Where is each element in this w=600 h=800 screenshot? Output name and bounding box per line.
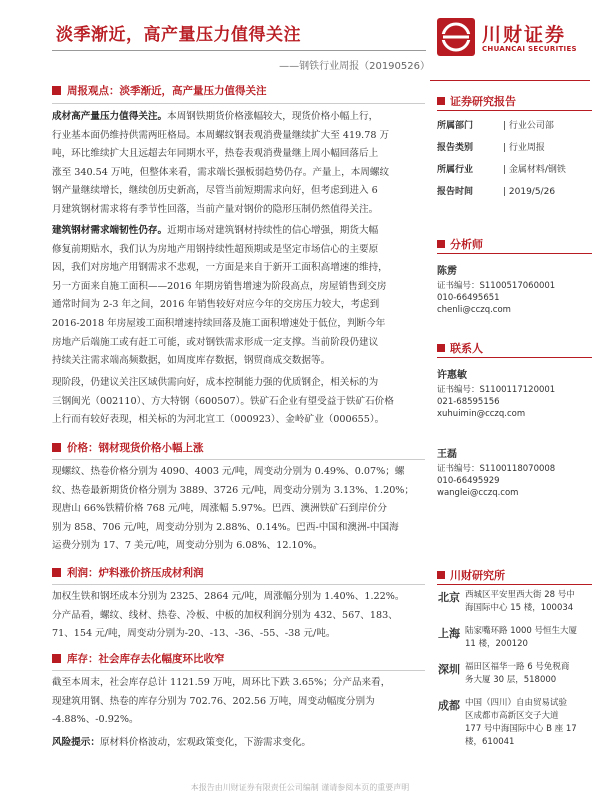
paragraph-inventory: 截至本周末，社会库存总计 1121.59 万吨，周环比下跌 3.65%；分产品来看， 现建筑用钢、热卷的库存分别为 702.76、202.56 万吨，周变动幅度分别为 -4.88%、-0.92%。 — [52, 677, 391, 726]
logo-rule — [430, 80, 590, 81]
office-city: 深圳 — [438, 663, 460, 676]
report-subtitle: ——钢铁行业周报（20190526） — [279, 61, 430, 72]
info-row: 所属行业 | 金属材料/钢铁 — [437, 165, 566, 175]
sidebar-rule — [437, 584, 592, 585]
contact-cert: 证书编号：S1100118070008 — [437, 464, 556, 474]
section-rule — [52, 670, 425, 671]
office-beijing: 北京 西城区平安里西大街 28 号中 海国际中心 15 楼，100034 — [437, 588, 592, 616]
sidebar-contact-header: 联系人 — [437, 340, 592, 356]
risk-warning: 风险提示：原材料价格波动，宏观政策变化，下游需求变化。 — [52, 737, 312, 748]
contact-cert: 证书编号：S1100117120001 — [437, 385, 556, 395]
contact-name: 许惠敏 — [437, 370, 467, 381]
company-name-en: CHUANCAI SECURITIES — [482, 45, 577, 53]
office-city: 北京 — [438, 591, 460, 604]
square-bullet-icon — [437, 571, 445, 579]
company-logo-icon — [437, 18, 475, 56]
sidebar-rule — [437, 110, 592, 111]
header-rule — [52, 50, 426, 51]
contact-name: 王磊 — [437, 449, 457, 460]
section-inventory: 库存：社会库存去化幅度环比收窄 — [52, 651, 425, 666]
contact-card — [437, 366, 592, 420]
sidebar-rule — [437, 357, 592, 358]
office-shenzhen: 深圳 福田区福华一路 6 号免税商 务大厦 30 层，518000 — [437, 660, 592, 688]
contact-email[interactable]: wanglei@cczq.com — [437, 488, 519, 498]
analyst-card — [437, 262, 592, 316]
office-chengdu: 成都 中国（四川）自由贸易试验 区成都市高新区交子大道 177 号中海国际中心 B 座 17 楼，610041 — [437, 696, 592, 750]
analyst-name: 陈雳 — [437, 266, 457, 277]
paragraph-demand-resilience: 建筑钢材需求端韧性仍存。近期市场对建筑钢材持续性的信心增强，期货大幅 修复前期贴水，我们认为房地产用钢持续性超预期或是坚定市场信心的主要原 因，我们对房地产用钢需求不悲观，一方面是来自于新开工面积高增速的维持， 另一方面来自施工面积——2016 年期房销售增速为阶段高点，房屋销售到交房 通常时间为 2-3 年之间，2016 年销售较好对应今年的交房压力较大，考虑到 2016-2018 年房屋竣工面积增速持续回落及施工面积增速处于低位，判断今年 房地产后端施工或有赶工可能，或对钢铁需求形成一定支撑。当前阶段仍建议 持续关注需求端高频数据，如周度库存数据，钢贸商成交数据等。 — [52, 225, 388, 367]
section-rule — [52, 103, 425, 104]
contact-email[interactable]: xuhuimin@cczq.com — [437, 409, 526, 419]
paragraph-profit: 加权生铁和钢坯成本分别为 2325、2864 元/吨，周涨幅分别为 1.40%、1.22%。 分产品看，螺纹、线材、热卷、冷板、中板的加权利润分别为 432、567、183、 71、154 元/吨，周变动分别为-20、-13、-36、-55、-38 元/吨。 — [52, 591, 405, 640]
section-bullet-icon — [52, 568, 61, 577]
paragraph-price: 现螺纹、热卷价格分别为 4090、4003 元/吨，周变动分别为 0.49%、0.07%；螺 纹、热卷最新期货价格分别为 3889、3726 元/吨，周变动分别为 3.13%、1.20%； 现唐山 66%铁精价格 768 元/吨，周涨幅 5.97%。巴西、澳洲铁矿石到岸价分 别为 858、706 元/吨，周变动分别为 2.88%、0.14%。巴西-中国和澳洲-中国海 运费分别为 17、7 美元/吨，周变动分别为 6.08%、12.10%。 — [52, 466, 415, 552]
paragraph-recommendations: 现阶段，仍建议关注区域供需向好，成本控制能力强的优质钢企，相关标的为 三钢闽光（002110）、方大特钢（600507）。铁矿石企业有望受益于铁矿石价格 上行而有较好表现，相关标的为河北宣工（000923）、金岭矿业（000655）。 — [52, 377, 394, 426]
square-bullet-icon — [437, 240, 445, 248]
risk-label: 风险提示： — [52, 737, 100, 748]
office-shanghai: 上海 陆家嘴环路 1000 号恒生大厦 11 楼，200120 — [437, 624, 592, 652]
section-weekly-view: 周报观点：淡季渐近，高产量压力值得关注 — [52, 83, 425, 98]
contact-phone: 010-66495929 — [437, 476, 500, 486]
company-name: 川财证券 — [482, 24, 567, 46]
paragraph-lead: 成材高产量压力值得关注。 — [52, 111, 168, 122]
report-title: 淡季渐近，高产量压力值得关注 — [56, 25, 301, 45]
section-rule — [52, 459, 425, 460]
sidebar-institute-header: 川财研究所 — [437, 567, 592, 583]
section-bullet-icon — [52, 86, 61, 95]
info-row: 所属部门 | 行业公司部 — [437, 121, 554, 131]
sidebar-analyst-header: 分析师 — [437, 236, 592, 252]
analyst-cert: 证书编号：S1100517060001 — [437, 281, 556, 291]
paragraph-output-pressure: 成材高产量压力值得关注。本周钢铁期货价格涨幅较大，现货价格小幅上行， 行业基本面仍维持供需两旺格局。本周螺纹钢表观消费量继续扩大至 419.78 万 吨，环比维续扩大且远超去年同期水平，热卷表观消费量继上周小幅回落后上 涨至 340.54 万吨，但整体来看，需求端长强板弱趋势仍存。产量上，本周螺纹 钢产量继续增长，继续创历史新高，尽管当前短期需求向好，但考虑到进入 6 月建筑钢材需求将有季节性回落，当前产量对钢价的隐形压制仍然值得关注。 — [52, 111, 390, 215]
square-bullet-icon — [437, 97, 445, 105]
info-row: 报告时间 | 2019/5/26 — [437, 187, 556, 197]
contact-phone: 021-68595156 — [437, 397, 500, 407]
office-city: 上海 — [438, 627, 460, 640]
section-price: 价格：钢材现货价格小幅上涨 — [52, 440, 425, 455]
office-city: 成都 — [438, 699, 460, 712]
analyst-email[interactable]: chenli@cczq.com — [437, 305, 511, 315]
page-footer: 本报告由川财证券有限责任公司编制 谨请参阅本页的重要声明 — [190, 783, 410, 792]
section-bullet-icon — [52, 654, 61, 663]
section-rule — [52, 584, 425, 585]
sidebar-report-header: 证券研究报告 — [437, 93, 592, 109]
section-profit: 利润：炉料涨价挤压成材利润 — [52, 565, 425, 580]
analyst-phone: 010-66495651 — [437, 293, 500, 303]
paragraph-lead: 建筑钢材需求端韧性仍存。 — [52, 225, 168, 236]
contact-card — [437, 445, 592, 499]
square-bullet-icon — [437, 344, 445, 352]
section-bullet-icon — [52, 443, 61, 452]
info-row: 报告类别 | 行业周报 — [437, 143, 545, 153]
sidebar-rule — [437, 253, 592, 254]
